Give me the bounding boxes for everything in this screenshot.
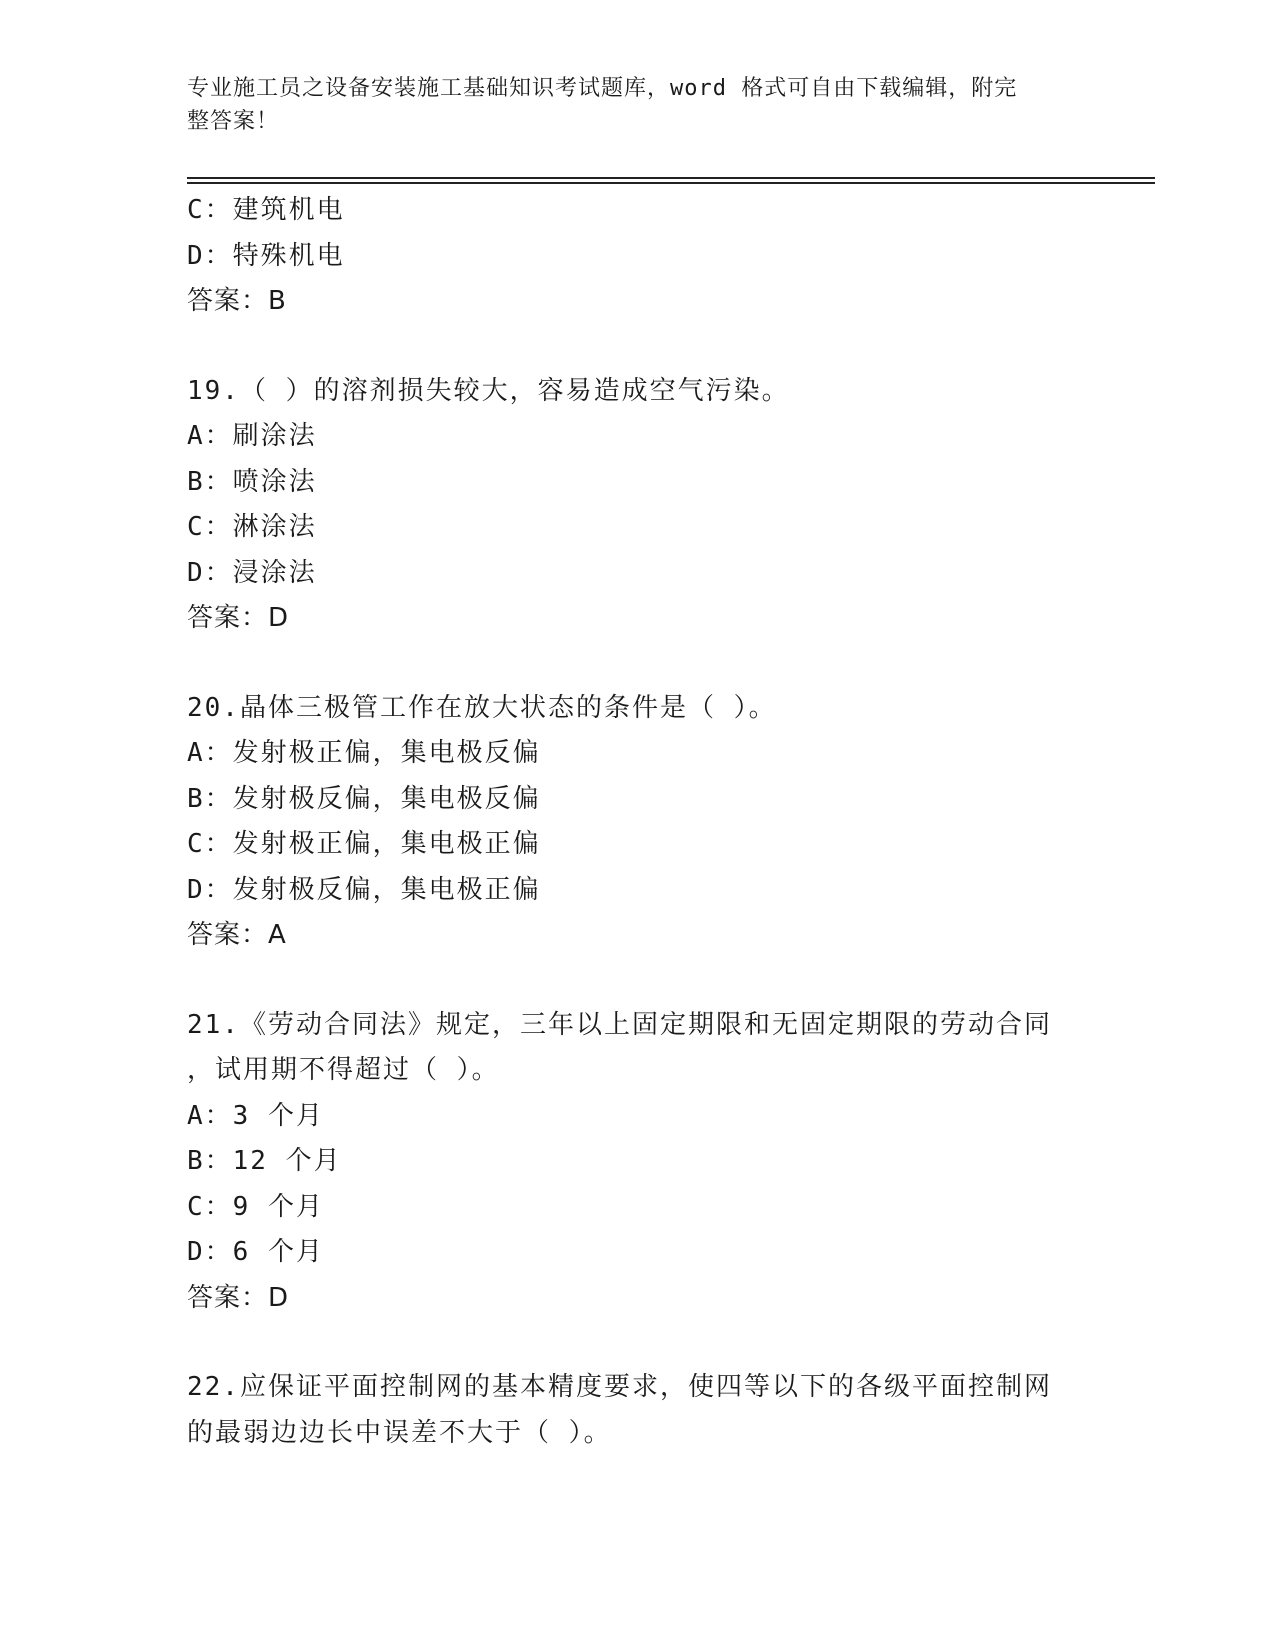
question-stem-line-1: 21.《劳动合同法》规定，三年以上固定期限和无固定期限的劳动合同 xyxy=(187,1009,1052,1040)
option-c: C：建筑机电 xyxy=(187,195,345,225)
option-c: C：9 个月 xyxy=(187,1191,324,1222)
question-stem-line-2: 的最弱边边长中误差不大于（ ）。 xyxy=(187,1417,612,1448)
option-b: B：喷涂法 xyxy=(187,466,317,497)
header-rule-bottom xyxy=(187,182,1155,184)
answer: 答案：D xyxy=(187,1282,290,1313)
header-line-1: 专业施工员之设备安装施工基础知识考试题库，word 格式可自由下载编辑，附完 xyxy=(187,76,1018,101)
option-a: A：刷涂法 xyxy=(187,421,317,451)
option-d: D：浸涂法 xyxy=(187,557,317,588)
header-line-2: 整答案！ xyxy=(187,109,280,134)
option-a: A：3 个月 xyxy=(187,1100,324,1131)
question-stem: 19.（ ）的溶剂损失较大，容易造成空气污染。 xyxy=(187,375,790,406)
header-rule-top xyxy=(187,177,1155,179)
question-21 xyxy=(187,1003,1087,1322)
question-stem: 20.晶体三极管工作在放大状态的条件是（ ）。 xyxy=(187,692,777,723)
question-20 xyxy=(187,686,1087,959)
option-c: C：发射极正偏，集电极正偏 xyxy=(187,829,541,859)
option-c: C：淋涂法 xyxy=(187,512,317,542)
option-b: B：12 个月 xyxy=(187,1146,342,1176)
option-b: B：发射极反偏，集电极反偏 xyxy=(187,783,541,814)
option-a: A：发射极正偏，集电极反偏 xyxy=(187,738,541,768)
question-18-continuation xyxy=(187,188,1087,325)
option-d: D：发射极反偏，集电极正偏 xyxy=(187,874,541,905)
question-stem-line-2: ，试用期不得超过（ ）。 xyxy=(187,1055,500,1085)
option-d: D：特殊机电 xyxy=(187,240,345,271)
answer: 答案：D xyxy=(187,603,290,633)
answer: 答案：B xyxy=(187,286,287,316)
answer: 答案：A xyxy=(187,920,287,950)
question-19 xyxy=(187,369,1087,642)
document-header xyxy=(187,72,1067,138)
option-d: D：6 个月 xyxy=(187,1237,324,1267)
question-22 xyxy=(187,1365,1087,1456)
question-list xyxy=(187,188,1087,1456)
question-stem-line-1: 22.应保证平面控制网的基本精度要求，使四等以下的各级平面控制网 xyxy=(187,1372,1052,1402)
